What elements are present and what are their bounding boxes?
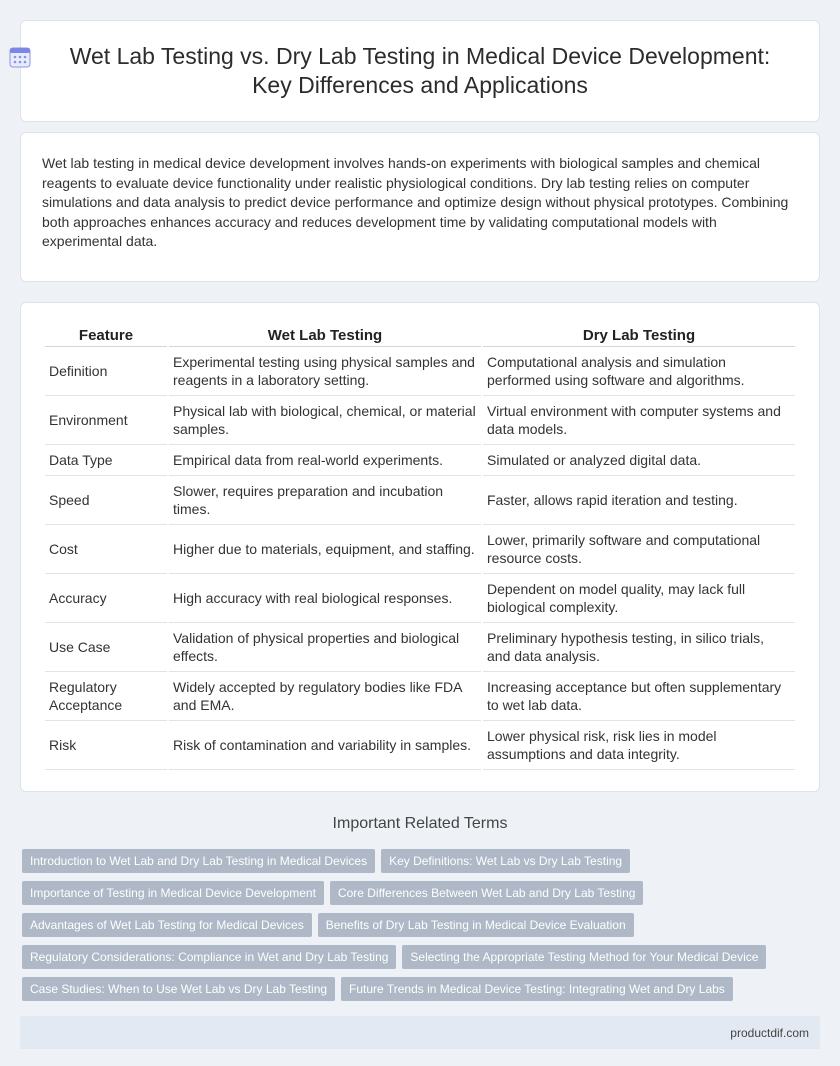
- table-row: [45, 574, 795, 623]
- intro-paragraph: Wet lab testing in medical device development involves hands-on experiments with biological samples and chemical reagents to evaluate device functionality under realistic physiological conditions. Dry lab testing relies on computer simulations and data analysis to predict device performance and optimize design without physical prototypes. Combining both approaches enhances accuracy and reduces development time by validating computational models with experimental data.: [42, 155, 789, 250]
- wet-lab-cell: Physical lab with biological, chemical, or material samples.: [169, 396, 481, 445]
- feature-cell: Regulatory Acceptance: [45, 672, 167, 721]
- wet-lab-cell: Widely accepted by regulatory bodies like FDA and EMA.: [169, 672, 481, 721]
- related-term-tag[interactable]: Importance of Testing in Medical Device Development: [22, 881, 324, 905]
- table-row: [45, 525, 795, 574]
- wet-lab-cell: High accuracy with real biological responses.: [169, 574, 481, 623]
- table-row: [45, 721, 795, 770]
- footer: [20, 1016, 820, 1049]
- feature-cell: Environment: [45, 396, 167, 445]
- related-terms-list: [22, 849, 818, 1001]
- table-row: [45, 476, 795, 525]
- feature-cell: Accuracy: [45, 574, 167, 623]
- wet-lab-cell: Risk of contamination and variability in samples.: [169, 721, 481, 770]
- related-term-tag[interactable]: Regulatory Considerations: Compliance in Wet and Dry Lab Testing: [22, 945, 396, 969]
- title-wrap: [61, 42, 779, 100]
- related-terms-heading: Important Related Terms: [332, 815, 508, 832]
- dry-lab-cell: Lower physical risk, risk lies in model assumptions and data integrity.: [483, 721, 795, 770]
- table-header-row: [45, 321, 795, 347]
- feature-cell: Definition: [45, 347, 167, 396]
- calendar-grid-icon: [9, 46, 31, 68]
- feature-cell: Cost: [45, 525, 167, 574]
- comparison-table: [43, 321, 797, 770]
- header-wet-lab: Wet Lab Testing: [169, 321, 481, 347]
- feature-cell: Data Type: [45, 445, 167, 476]
- footer-site-name[interactable]: productdif.com: [730, 1025, 809, 1040]
- related-term-tag[interactable]: Advantages of Wet Lab Testing for Medical Devices: [22, 913, 312, 937]
- wet-lab-cell: Experimental testing using physical samples and reagents in a laboratory setting.: [169, 347, 481, 396]
- wet-lab-cell: Higher due to materials, equipment, and staffing.: [169, 525, 481, 574]
- wet-lab-cell: Empirical data from real-world experiments.: [169, 445, 481, 476]
- page-title: Wet Lab Testing vs. Dry Lab Testing in Medical Device Development: Key Differences and Applications: [69, 43, 771, 98]
- related-term-tag[interactable]: Core Differences Between Wet Lab and Dry Lab Testing: [330, 881, 644, 905]
- dry-lab-cell: Preliminary hypothesis testing, in silico trials, and data analysis.: [483, 623, 795, 672]
- dry-lab-cell: Simulated or analyzed digital data.: [483, 445, 795, 476]
- table-row: [45, 347, 795, 396]
- feature-cell: Use Case: [45, 623, 167, 672]
- table-row: [45, 445, 795, 476]
- dry-lab-cell: Virtual environment with computer systems and data models.: [483, 396, 795, 445]
- wet-lab-cell: Slower, requires preparation and incubation times.: [169, 476, 481, 525]
- comparison-table-card: [20, 302, 820, 792]
- related-term-tag[interactable]: Future Trends in Medical Device Testing: Integrating Wet and Dry Labs: [341, 977, 733, 1001]
- header-dry-lab: Dry Lab Testing: [483, 321, 795, 347]
- dry-lab-cell: Lower, primarily software and computational resource costs.: [483, 525, 795, 574]
- related-term-tag[interactable]: Introduction to Wet Lab and Dry Lab Testing in Medical Devices: [22, 849, 375, 873]
- table-row: [45, 672, 795, 721]
- wet-lab-cell: Validation of physical properties and biological effects.: [169, 623, 481, 672]
- table-row: [45, 396, 795, 445]
- dry-lab-cell: Increasing acceptance but often supplementary to wet lab data.: [483, 672, 795, 721]
- dry-lab-cell: Computational analysis and simulation performed using software and algorithms.: [483, 347, 795, 396]
- feature-cell: Speed: [45, 476, 167, 525]
- feature-cell: Risk: [45, 721, 167, 770]
- related-term-tag[interactable]: Selecting the Appropriate Testing Method for Your Medical Device: [402, 945, 766, 969]
- dry-lab-cell: Dependent on model quality, may lack full biological complexity.: [483, 574, 795, 623]
- title-card: [20, 20, 820, 122]
- related-term-tag[interactable]: Key Definitions: Wet Lab vs Dry Lab Testing: [381, 849, 630, 873]
- related-term-tag[interactable]: Case Studies: When to Use Wet Lab vs Dry Lab Testing: [22, 977, 335, 1001]
- intro-card: [20, 132, 820, 282]
- header-feature: Feature: [45, 321, 167, 347]
- table-row: [45, 623, 795, 672]
- dry-lab-cell: Faster, allows rapid iteration and testing.: [483, 476, 795, 525]
- related-term-tag[interactable]: Benefits of Dry Lab Testing in Medical Device Evaluation: [318, 913, 634, 937]
